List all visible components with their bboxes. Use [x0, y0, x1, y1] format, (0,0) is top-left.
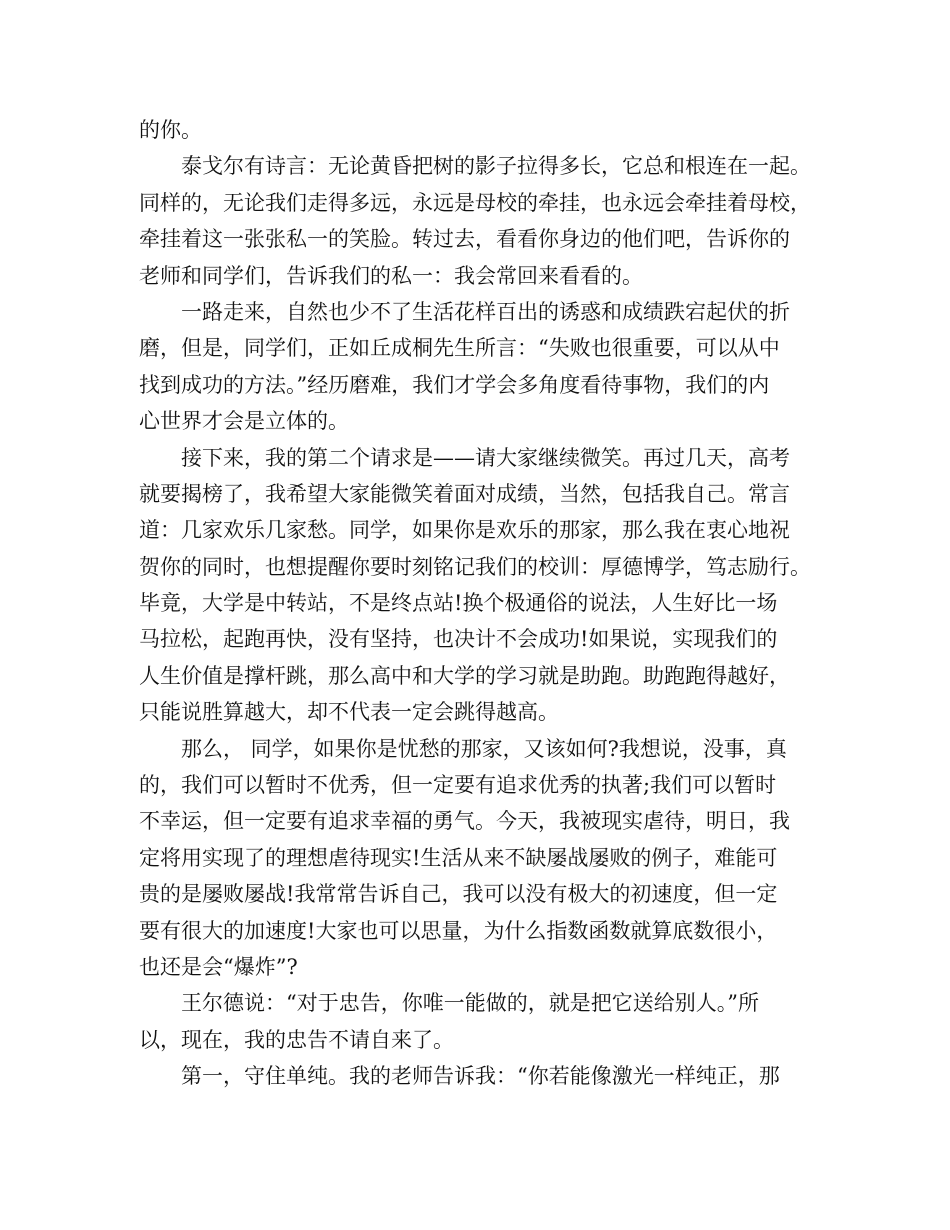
text-line: 毕竟，大学是中转站，不是终点站!换个极通俗的说法，人生好比一场	[139, 591, 778, 616]
text-line: 贵的是屡败屡战!我常常告诉自己，我可以没有极大的初速度，但一定	[139, 882, 778, 907]
text-line: 那么， 同学，如果你是忧愁的那家，又该如何?我想说，没事，真	[139, 736, 787, 761]
text-line: 接下来，我的第二个请求是——请大家继续微笑。再过几天，高考	[139, 445, 790, 470]
text-line: 泰戈尔有诗言：无论黄昏把树的影子拉得多长，它总和根连在一起。	[139, 154, 811, 179]
text-line: 磨，但是，同学们，正如丘成桐先生所言：“失败也很重要，可以从中	[139, 336, 780, 361]
text-line: 人生价值是撑杆跳，那么高中和大学的学习就是助跑。助跑跑得越好，	[139, 663, 790, 688]
text-line: 以，现在，我的忠告不请自来了。	[139, 1027, 454, 1052]
text-line: 第一，守住单纯。我的老师告诉我：“你若能像激光一样纯正，那	[139, 1064, 780, 1089]
text-line: 只能说胜算越大，却不代表一定会跳得越高。	[139, 700, 559, 725]
document-body	[139, 112, 829, 1095]
text-line: 老师和同学们，告诉我们的私一：我会常回来看看的。	[139, 263, 643, 288]
text-line: 同样的，无论我们走得多远，永远是母校的牵挂，也永远会牵挂着母校，	[139, 190, 811, 215]
text-line: 道：几家欢乐几家愁。同学，如果你是欢乐的那家，那么我在衷心地祝	[139, 518, 790, 543]
text-line: 王尔德说：“对于忠告，你唯一能做的，就是把它送给别人。”所	[139, 991, 759, 1016]
text-line: 的你。	[139, 118, 202, 142]
text-line: 就要揭榜了，我希望大家能微笑着面对成绩，当然，包括我自己。常言	[139, 481, 790, 506]
text-line: 一路走来，自然也少不了生活花样百出的诱惑和成绩跌宕起伏的折	[139, 299, 790, 324]
text-line: 的，我们可以暂时不优秀，但一定要有追求优秀的执著;我们可以暂时	[139, 773, 777, 798]
text-line: 定将用实现了的理想虐待现实!生活从来不缺屡战屡败的例子，难能可	[139, 845, 778, 870]
text-line: 贺你的同时，也想提醒你要时刻铭记我们的校训：厚德博学，笃志励行。	[139, 554, 811, 579]
text-line: 马拉松，起跑再快，没有坚持，也决计不会成功!如果说，实现我们的	[139, 627, 778, 652]
text-line: 也还是会“爆炸”?	[139, 954, 298, 979]
text-line: 不幸运，但一定要有追求幸福的勇气。今天，我被现实虐待，明日，我	[139, 809, 790, 834]
text-line: 找到成功的方法。”经历磨难，我们才学会多角度看待事物，我们的内	[139, 372, 770, 397]
text-line: 要有很大的加速度!大家也可以思量，为什么指数函数就算底数很小，	[139, 918, 778, 943]
text-line: 心世界才会是立体的。	[139, 409, 349, 434]
text-line: 牵挂着这一张张私一的笑脸。转过去，看看你身边的他们吧，告诉你的	[139, 227, 790, 252]
